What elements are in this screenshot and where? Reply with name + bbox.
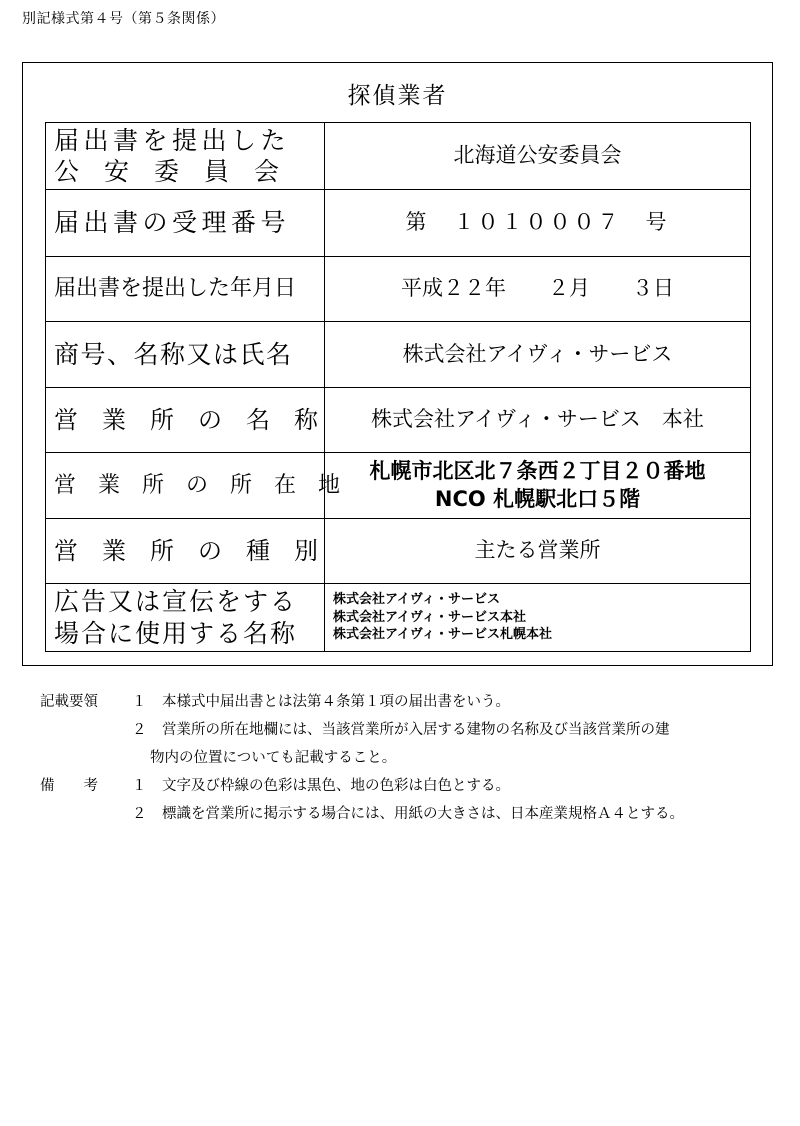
sign-table (45, 122, 751, 652)
value-trade-name: 株式会社アイヴィ・サービス (325, 322, 751, 388)
value-office-name: 株式会社アイヴィ・サービス 本社 (325, 388, 751, 453)
value-submission-date: 平成２２年 ２月 ３日 (325, 257, 751, 322)
value-commission: 北海道公安委員会 (325, 123, 751, 190)
table-row-receipt-number (46, 190, 751, 257)
sign-frame (22, 62, 773, 666)
table-row-commission (46, 123, 751, 190)
label-commission: 届出書を提出した 公 安 委 員 会 (46, 123, 325, 190)
label-advertising-names: 広告又は宣伝をする 場合に使用する名称 (46, 584, 325, 652)
label-office-type: 営 業 所 の 種 別 (46, 519, 325, 584)
table-row-office-name (46, 388, 751, 453)
note-biko-2: ２ 標識を営業所に掲示する場合には、用紙の大きさは、日本産業規格Ａ４とする。 (132, 806, 684, 822)
note-kisai-2-continued: 物内の位置についても記載すること。 (150, 750, 397, 766)
form-identifier: 別記様式第４号（第５条関係） (22, 11, 225, 27)
label-office-address: 営 業 所 の 所 在 地 (46, 453, 325, 519)
value-office-address: 札幌市北区北７条西２丁目２０番地 NCO 札幌駅北口５階 (325, 453, 751, 519)
table-row-office-type (46, 519, 751, 584)
label-trade-name: 商号、名称又は氏名 (46, 322, 325, 388)
value-receipt-number: 第 １０１０００７ 号 (325, 190, 751, 257)
notes-section (40, 688, 785, 828)
label-office-name: 営 業 所 の 名 称 (46, 388, 325, 453)
sign-title: 探偵業者 (347, 83, 448, 109)
table-row-trade-name (46, 322, 751, 388)
table-row-advertising-names (46, 584, 751, 652)
note-kisai-heading: 記載要領 (40, 694, 98, 710)
note-biko-1: 備 考 １ 文字及び枠線の色彩は黒色、地の色彩は白色とする。 (40, 772, 785, 800)
note-kisai-1: 記載要領 １ 本様式中届出書とは法第４条第１項の届出書をいう。 (40, 688, 785, 716)
value-office-type: 主たる営業所 (325, 519, 751, 584)
note-biko-heading: 備 考 (40, 778, 98, 794)
label-receipt-number: 届出書の受理番号 (46, 190, 325, 257)
table-row-submission-date (46, 257, 751, 322)
value-advertising-names: 株式会社アイヴィ・サービス 株式会社アイヴィ・サービス本社 株式会社アイヴィ・サービス札幌本社 (325, 584, 751, 652)
note-kisai-2: ２ 営業所の所在地欄には、当該営業所が入居する建物の名称及び当該営業所の建 (132, 722, 670, 738)
table-row-office-address (46, 453, 751, 519)
label-submission-date: 届出書を提出した年月日 (46, 257, 325, 322)
